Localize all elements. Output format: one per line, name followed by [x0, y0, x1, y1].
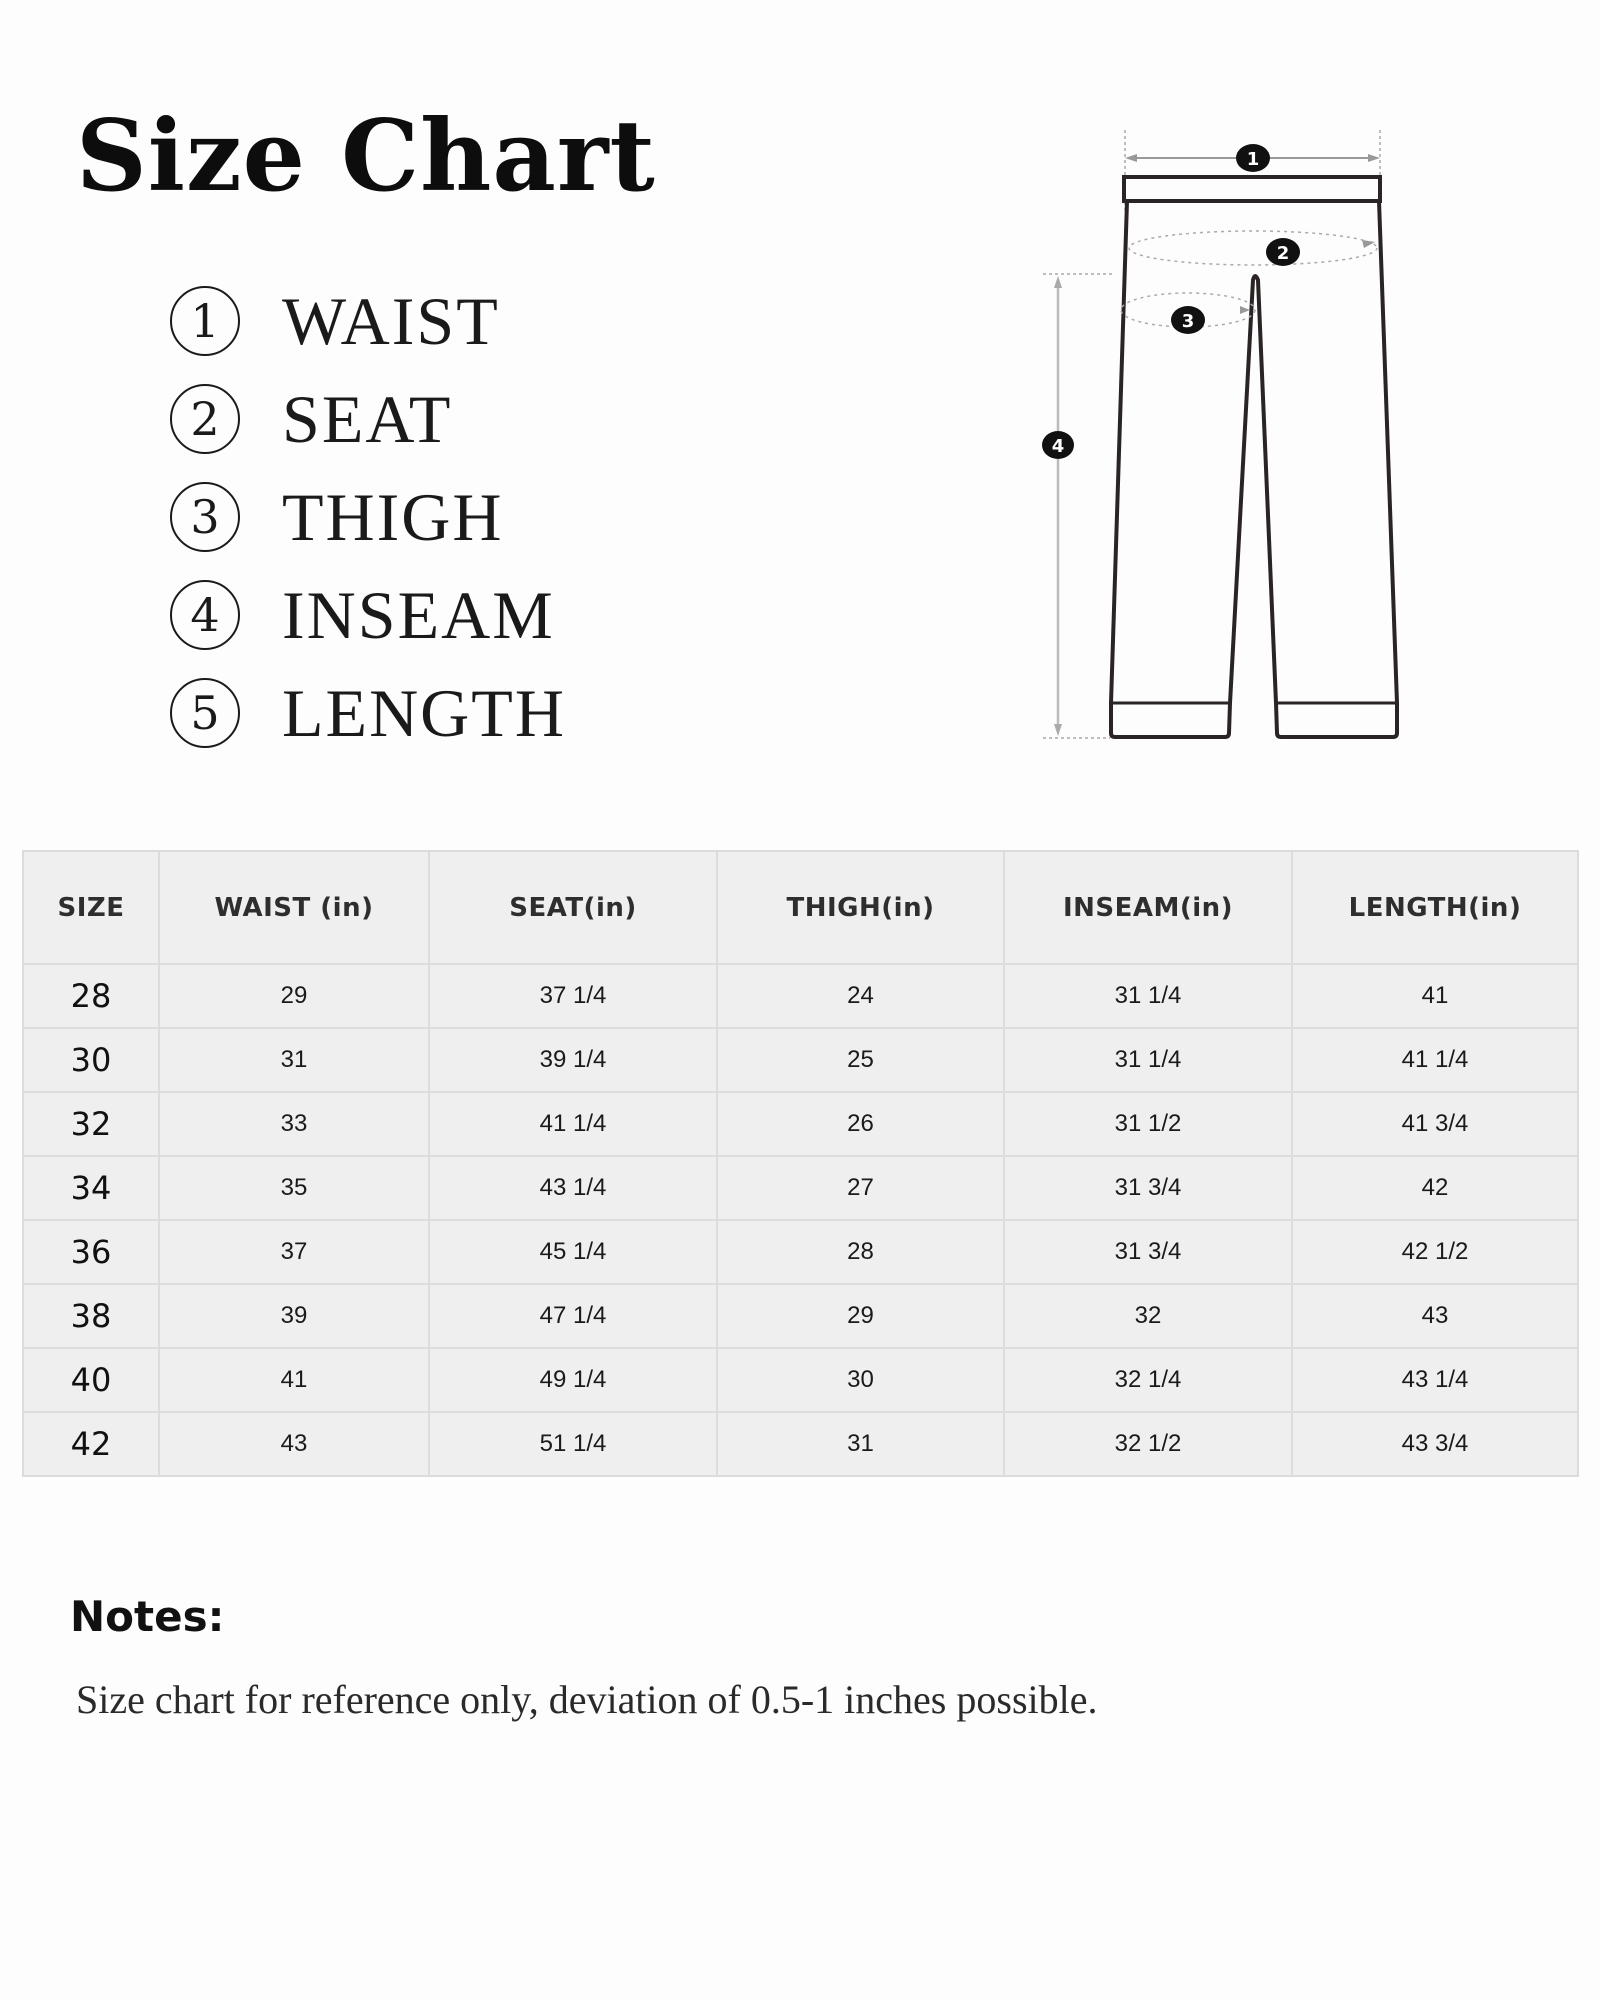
cell-inseam: 32 1/2: [1004, 1412, 1292, 1476]
cell-waist: 31: [159, 1028, 429, 1092]
cell-inseam: 31 3/4: [1004, 1220, 1292, 1284]
cell-seat: 39 1/4: [429, 1028, 717, 1092]
legend-item-waist: [170, 272, 566, 370]
cell-inseam: 31 1/4: [1004, 1028, 1292, 1092]
cell-size: 28: [23, 964, 159, 1028]
table-row: [23, 1220, 1578, 1284]
legend-label: THIGH: [282, 478, 504, 555]
cell-waist: 43: [159, 1412, 429, 1476]
legend-label: WAIST: [282, 282, 500, 359]
circled-number-icon: 2: [170, 384, 240, 454]
column-header-inseam: INSEAM(in): [1004, 851, 1292, 964]
circled-number-icon: 1: [170, 286, 240, 356]
cell-length: 41: [1292, 964, 1578, 1028]
legend-item-thigh: [170, 468, 566, 566]
cell-length: 41 3/4: [1292, 1092, 1578, 1156]
table-row: [23, 1156, 1578, 1220]
cell-thigh: 26: [717, 1092, 1004, 1156]
cell-thigh: 25: [717, 1028, 1004, 1092]
cell-thigh: 28: [717, 1220, 1004, 1284]
cell-length: 41 1/4: [1292, 1028, 1578, 1092]
cell-seat: 45 1/4: [429, 1220, 717, 1284]
svg-text:4: 4: [1051, 436, 1065, 457]
cell-seat: 51 1/4: [429, 1412, 717, 1476]
legend-item-inseam: [170, 566, 566, 664]
notes-heading: Notes:: [70, 1592, 225, 1641]
cell-seat: 49 1/4: [429, 1348, 717, 1412]
cell-waist: 41: [159, 1348, 429, 1412]
cell-size: 32: [23, 1092, 159, 1156]
column-header-waist: WAIST (in): [159, 851, 429, 964]
table-row: [23, 1412, 1578, 1476]
table-row: [23, 1284, 1578, 1348]
pants-diagram-icon: [1000, 100, 1450, 840]
cell-thigh: 31: [717, 1412, 1004, 1476]
table-row: [23, 1092, 1578, 1156]
table-row: [23, 1348, 1578, 1412]
svg-text:1: 1: [1246, 149, 1260, 170]
cell-waist: 35: [159, 1156, 429, 1220]
cell-length: 43 1/4: [1292, 1348, 1578, 1412]
column-header-length: LENGTH(in): [1292, 851, 1578, 964]
svg-text:3: 3: [1181, 311, 1195, 332]
cell-size: 40: [23, 1348, 159, 1412]
table-header-row: [23, 851, 1578, 964]
table-row: [23, 964, 1578, 1028]
svg-text:2: 2: [1276, 243, 1290, 264]
cell-length: 43: [1292, 1284, 1578, 1348]
cell-waist: 39: [159, 1284, 429, 1348]
cell-seat: 41 1/4: [429, 1092, 717, 1156]
cell-thigh: 27: [717, 1156, 1004, 1220]
cell-length: 43 3/4: [1292, 1412, 1578, 1476]
cell-size: 34: [23, 1156, 159, 1220]
column-header-seat: SEAT(in): [429, 851, 717, 964]
cell-length: 42 1/2: [1292, 1220, 1578, 1284]
cell-length: 42: [1292, 1156, 1578, 1220]
cell-size: 42: [23, 1412, 159, 1476]
table-row: [23, 1028, 1578, 1092]
cell-seat: 37 1/4: [429, 964, 717, 1028]
cell-waist: 37: [159, 1220, 429, 1284]
legend-item-seat: [170, 370, 566, 468]
cell-size: 36: [23, 1220, 159, 1284]
cell-inseam: 31 1/4: [1004, 964, 1292, 1028]
circled-number-icon: 4: [170, 580, 240, 650]
legend-label: SEAT: [282, 380, 453, 457]
legend-label: INSEAM: [282, 576, 555, 653]
column-header-size: SIZE: [23, 851, 159, 964]
cell-inseam: 32 1/4: [1004, 1348, 1292, 1412]
cell-inseam: 31 1/2: [1004, 1092, 1292, 1156]
cell-thigh: 29: [717, 1284, 1004, 1348]
cell-inseam: 31 3/4: [1004, 1156, 1292, 1220]
cell-seat: 43 1/4: [429, 1156, 717, 1220]
legend-label: LENGTH: [282, 674, 566, 751]
legend-item-length: [170, 664, 566, 762]
column-header-thigh: THIGH(in): [717, 851, 1004, 964]
cell-thigh: 24: [717, 964, 1004, 1028]
circled-number-icon: 3: [170, 482, 240, 552]
size-table: [22, 850, 1579, 1477]
measurement-legend: [170, 272, 566, 762]
cell-waist: 33: [159, 1092, 429, 1156]
page-title: Size Chart: [76, 99, 656, 214]
cell-size: 38: [23, 1284, 159, 1348]
circled-number-icon: 5: [170, 678, 240, 748]
notes-text: Size chart for reference only, deviation of 0.5-1 inches possible.: [76, 1677, 1098, 1722]
cell-size: 30: [23, 1028, 159, 1092]
cell-thigh: 30: [717, 1348, 1004, 1412]
cell-waist: 29: [159, 964, 429, 1028]
cell-inseam: 32: [1004, 1284, 1292, 1348]
cell-seat: 47 1/4: [429, 1284, 717, 1348]
